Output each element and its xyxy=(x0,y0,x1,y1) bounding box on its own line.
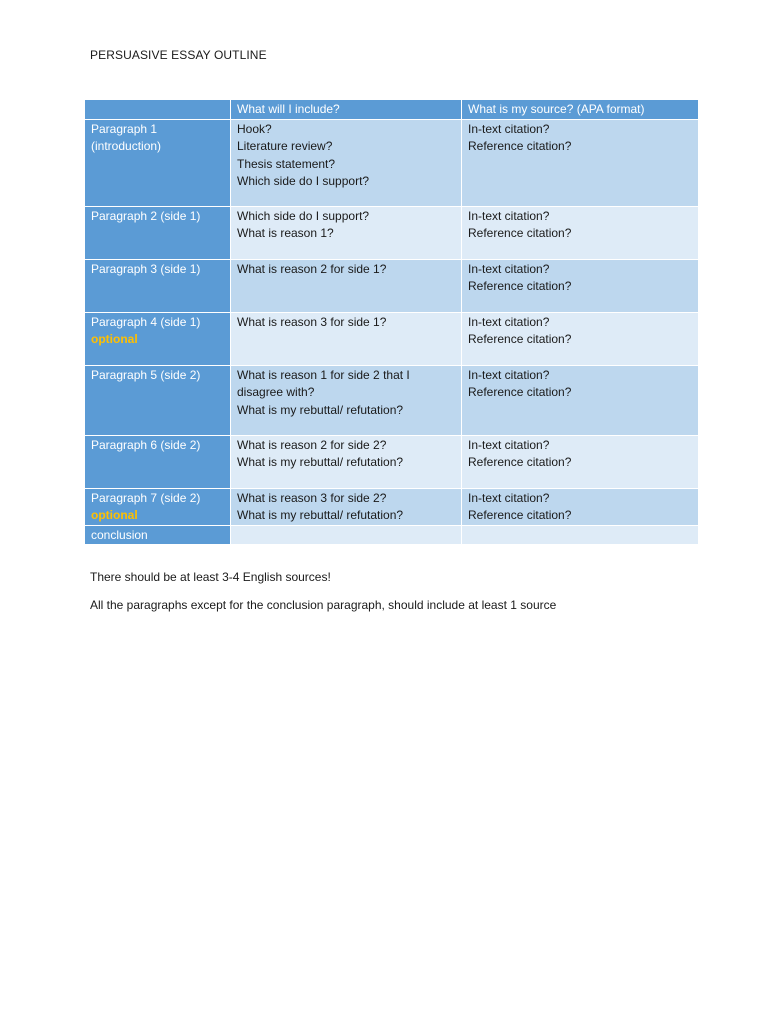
include-cell xyxy=(231,206,462,259)
label-line: (introduction) xyxy=(91,139,162,153)
label-line: Paragraph 1 xyxy=(91,121,158,136)
include-cell xyxy=(231,435,462,488)
table-row xyxy=(85,312,699,365)
include-line: Hook? xyxy=(237,121,272,136)
source-cell xyxy=(462,525,699,545)
label-line: Paragraph 5 (side 2) xyxy=(91,367,201,382)
paragraph-label xyxy=(85,312,231,365)
source-line: Reference citation? xyxy=(468,139,572,153)
include-line: What is my rebuttal/ refutation? xyxy=(237,402,404,417)
source-line: In-text citation? xyxy=(468,437,550,452)
source-cell xyxy=(462,312,699,365)
source-cell xyxy=(462,119,699,206)
label-line: Paragraph 7 (side 2) xyxy=(91,490,201,505)
paragraph-label xyxy=(85,435,231,488)
paragraph-label xyxy=(85,488,231,525)
include-cell xyxy=(231,488,462,525)
include-line: What is reason 1? xyxy=(237,226,334,240)
source-line: In-text citation? xyxy=(468,367,550,382)
table-row xyxy=(85,365,699,435)
source-line: In-text citation? xyxy=(468,208,550,223)
table-row xyxy=(85,435,699,488)
table-row xyxy=(85,488,699,525)
optional-tag: optional xyxy=(91,332,138,346)
header-include: What will I include? xyxy=(231,100,462,120)
include-line: What is my rebuttal/ refutation? xyxy=(237,508,404,522)
include-cell xyxy=(231,119,462,206)
include-line: disagree with? xyxy=(237,385,315,399)
source-line: Reference citation? xyxy=(468,385,572,399)
source-cell xyxy=(462,488,699,525)
label-line: Paragraph 2 (side 1) xyxy=(91,208,201,223)
label-line: Paragraph 6 (side 2) xyxy=(91,437,201,452)
source-cell xyxy=(462,259,699,312)
sources-note: There should be at least 3-4 English sources! xyxy=(90,570,331,584)
source-line: Reference citation? xyxy=(468,226,572,240)
document-title: PERSUASIVE ESSAY OUTLINE xyxy=(90,48,267,62)
source-line: Reference citation? xyxy=(468,279,572,293)
source-cell xyxy=(462,435,699,488)
include-cell xyxy=(231,525,462,545)
include-cell xyxy=(231,365,462,435)
table-header-row xyxy=(85,100,699,120)
source-line: In-text citation? xyxy=(468,314,550,329)
header-source: What is my source? (APA format) xyxy=(462,100,699,120)
label-line: Paragraph 3 (side 1) xyxy=(91,261,201,276)
table-row xyxy=(85,259,699,312)
include-line: What is reason 1 for side 2 that I xyxy=(237,367,410,382)
table-row xyxy=(85,525,699,545)
header-empty-cell xyxy=(85,100,231,120)
include-line: Literature review? xyxy=(237,139,333,153)
paragraph-label xyxy=(85,365,231,435)
include-line: Which side do I support? xyxy=(237,174,370,188)
paragraph-source-note: All the paragraphs except for the conclusion paragraph, should include at least 1 source xyxy=(90,598,557,612)
include-line: What is reason 3 for side 2? xyxy=(237,490,387,505)
include-line: Thesis statement? xyxy=(237,156,336,171)
source-cell xyxy=(462,365,699,435)
include-cell xyxy=(231,312,462,365)
paragraph-label xyxy=(85,206,231,259)
table-row xyxy=(85,206,699,259)
label-line: conclusion xyxy=(91,527,148,542)
include-line: What is reason 2 for side 2? xyxy=(237,437,387,452)
source-line: Reference citation? xyxy=(468,332,572,346)
include-cell xyxy=(231,259,462,312)
paragraph-label xyxy=(85,525,231,545)
outline-table xyxy=(84,99,699,545)
include-line: What is reason 3 for side 1? xyxy=(237,314,387,329)
include-line: Which side do I support? xyxy=(237,208,370,223)
source-line: Reference citation? xyxy=(468,455,572,469)
label-line: Paragraph 4 (side 1) xyxy=(91,314,201,329)
table-row xyxy=(85,119,699,206)
include-line: What is my rebuttal/ refutation? xyxy=(237,455,404,469)
optional-tag: optional xyxy=(91,508,138,522)
source-cell xyxy=(462,206,699,259)
paragraph-label xyxy=(85,119,231,206)
include-line: What is reason 2 for side 1? xyxy=(237,261,387,276)
source-line: In-text citation? xyxy=(468,121,550,136)
source-line: Reference citation? xyxy=(468,508,572,522)
source-line: In-text citation? xyxy=(468,490,550,505)
paragraph-label xyxy=(85,259,231,312)
source-line: In-text citation? xyxy=(468,261,550,276)
